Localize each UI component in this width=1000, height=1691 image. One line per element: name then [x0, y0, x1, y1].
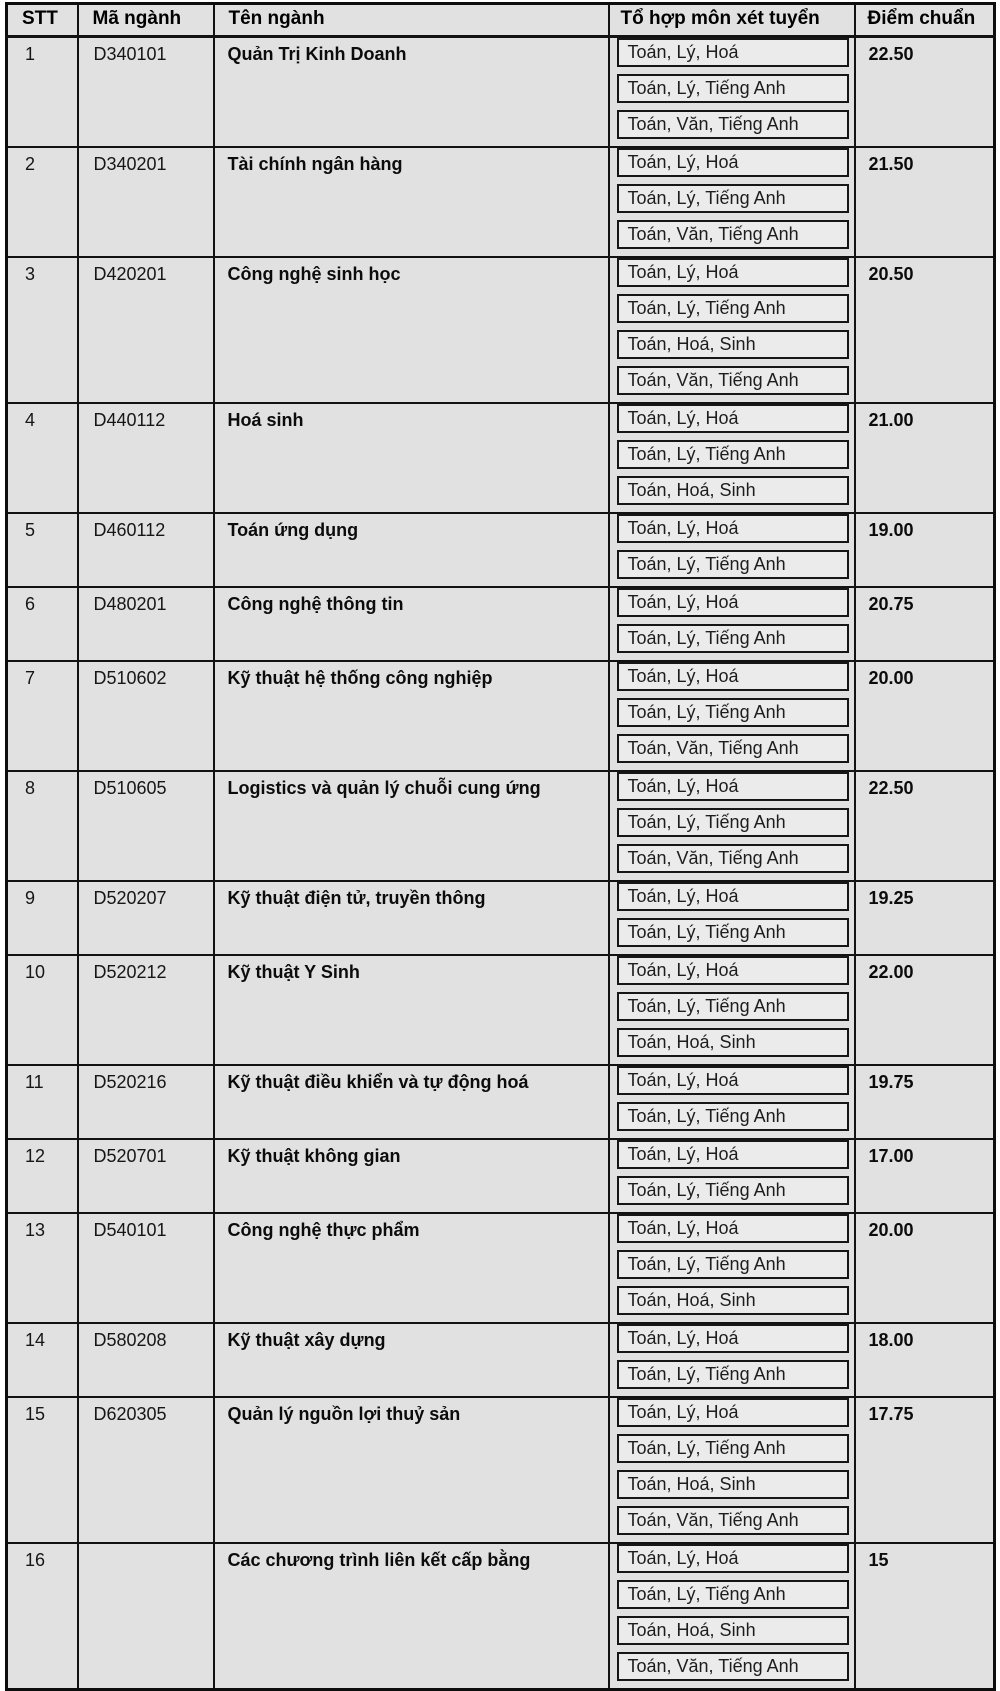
subject-combo-box: Toán, Lý, Tiếng Anh	[617, 294, 849, 323]
subject-combo-box: Toán, Lý, Hoá	[617, 258, 849, 287]
major-code-cell: D520207	[78, 881, 214, 955]
subject-combos-cell	[609, 1323, 855, 1397]
table-row	[7, 881, 995, 955]
subject-combo-box: Toán, Văn, Tiếng Anh	[617, 366, 849, 395]
table-row	[7, 1139, 995, 1213]
table-row	[7, 257, 995, 403]
stt-cell: 10	[7, 955, 78, 1065]
table-row	[7, 955, 995, 1065]
table-row	[7, 1213, 995, 1323]
column-header-stt: STT	[7, 4, 78, 37]
score-cell: 22.50	[855, 37, 995, 148]
major-code-cell: D520701	[78, 1139, 214, 1213]
stt-cell: 14	[7, 1323, 78, 1397]
subject-combos-cell	[609, 771, 855, 881]
major-name-cell: Kỹ thuật hệ thống công nghiệp	[214, 661, 609, 771]
stt-cell: 12	[7, 1139, 78, 1213]
subject-combo-box: Toán, Lý, Tiếng Anh	[617, 918, 849, 947]
table-row	[7, 661, 995, 771]
subject-combos-cell	[609, 513, 855, 587]
subject-combos-cell	[609, 37, 855, 148]
stt-cell: 16	[7, 1543, 78, 1690]
score-cell: 18.00	[855, 1323, 995, 1397]
table-row	[7, 587, 995, 661]
subject-combos-cell	[609, 881, 855, 955]
subject-combo-box: Toán, Lý, Hoá	[617, 882, 849, 911]
subject-combo-box: Toán, Lý, Hoá	[617, 956, 849, 985]
score-cell: 19.25	[855, 881, 995, 955]
subject-combos-cell	[609, 1397, 855, 1543]
score-cell: 22.00	[855, 955, 995, 1065]
major-name-cell: Toán ứng dụng	[214, 513, 609, 587]
table-row	[7, 771, 995, 881]
table-row	[7, 403, 995, 513]
subject-combo-box: Toán, Hoá, Sinh	[617, 1616, 849, 1645]
stt-cell: 1	[7, 37, 78, 148]
score-cell: 19.75	[855, 1065, 995, 1139]
subject-combos-cell	[609, 147, 855, 257]
column-header-major-name: Tên ngành	[214, 4, 609, 37]
major-code-cell: D510605	[78, 771, 214, 881]
subject-combo-box: Toán, Văn, Tiếng Anh	[617, 734, 849, 763]
subject-combo-box: Toán, Hoá, Sinh	[617, 476, 849, 505]
score-cell: 20.00	[855, 1213, 995, 1323]
score-cell: 20.75	[855, 587, 995, 661]
subject-combos-cell	[609, 1065, 855, 1139]
admission-scores-table	[5, 2, 996, 1691]
major-code-cell: D580208	[78, 1323, 214, 1397]
header-row	[7, 4, 995, 37]
subject-combo-box: Toán, Văn, Tiếng Anh	[617, 844, 849, 873]
score-cell: 19.00	[855, 513, 995, 587]
subject-combo-box: Toán, Lý, Tiếng Anh	[617, 1102, 849, 1131]
major-name-cell: Công nghệ thông tin	[214, 587, 609, 661]
major-name-cell: Công nghệ thực phẩm	[214, 1213, 609, 1323]
subject-combos-cell	[609, 661, 855, 771]
major-code-cell	[78, 1543, 214, 1690]
major-code-cell: D420201	[78, 257, 214, 403]
major-name-cell: Công nghệ sinh học	[214, 257, 609, 403]
major-name-cell: Kỹ thuật không gian	[214, 1139, 609, 1213]
score-cell: 21.50	[855, 147, 995, 257]
subject-combo-box: Toán, Văn, Tiếng Anh	[617, 110, 849, 139]
subject-combo-box: Toán, Lý, Hoá	[617, 1214, 849, 1243]
subject-combos-cell	[609, 257, 855, 403]
subject-combo-box: Toán, Lý, Hoá	[617, 38, 849, 67]
subject-combos-cell	[609, 1139, 855, 1213]
subject-combo-box: Toán, Lý, Hoá	[617, 588, 849, 617]
score-cell: 20.00	[855, 661, 995, 771]
stt-cell: 2	[7, 147, 78, 257]
subject-combo-box: Toán, Hoá, Sinh	[617, 1286, 849, 1315]
score-cell: 22.50	[855, 771, 995, 881]
major-code-cell: D520216	[78, 1065, 214, 1139]
stt-cell: 8	[7, 771, 78, 881]
stt-cell: 5	[7, 513, 78, 587]
subject-combo-box: Toán, Lý, Hoá	[617, 772, 849, 801]
subject-combo-box: Toán, Văn, Tiếng Anh	[617, 220, 849, 249]
column-header-subject-combos: Tổ hợp môn xét tuyển	[609, 4, 855, 37]
column-header-major-code: Mã ngành	[78, 4, 214, 37]
subject-combo-box: Toán, Lý, Hoá	[617, 514, 849, 543]
major-name-cell: Các chương trình liên kết cấp bằng	[214, 1543, 609, 1690]
table-row	[7, 513, 995, 587]
stt-cell: 15	[7, 1397, 78, 1543]
subject-combo-box: Toán, Văn, Tiếng Anh	[617, 1506, 849, 1535]
major-name-cell: Quản lý nguồn lợi thuỷ sản	[214, 1397, 609, 1543]
stt-cell: 13	[7, 1213, 78, 1323]
major-code-cell: D440112	[78, 403, 214, 513]
subject-combo-box: Toán, Lý, Tiếng Anh	[617, 1360, 849, 1389]
subject-combo-box: Toán, Lý, Hoá	[617, 1140, 849, 1169]
major-code-cell: D460112	[78, 513, 214, 587]
subject-combo-box: Toán, Lý, Hoá	[617, 148, 849, 177]
table-row	[7, 37, 995, 148]
table-row	[7, 1065, 995, 1139]
column-header-benchmark-score: Điểm chuẩn	[855, 4, 995, 37]
stt-cell: 4	[7, 403, 78, 513]
score-cell: 17.75	[855, 1397, 995, 1543]
subject-combos-cell	[609, 587, 855, 661]
major-name-cell: Quản Trị Kinh Doanh	[214, 37, 609, 148]
major-name-cell: Kỹ thuật xây dựng	[214, 1323, 609, 1397]
subject-combo-box: Toán, Hoá, Sinh	[617, 1470, 849, 1499]
subject-combos-cell	[609, 403, 855, 513]
major-name-cell: Logistics và quản lý chuỗi cung ứng	[214, 771, 609, 881]
subject-combo-box: Toán, Lý, Tiếng Anh	[617, 440, 849, 469]
subject-combo-box: Toán, Lý, Tiếng Anh	[617, 698, 849, 727]
subject-combos-cell	[609, 1213, 855, 1323]
stt-cell: 9	[7, 881, 78, 955]
major-code-cell: D520212	[78, 955, 214, 1065]
major-code-cell: D480201	[78, 587, 214, 661]
stt-cell: 3	[7, 257, 78, 403]
subject-combo-box: Toán, Lý, Tiếng Anh	[617, 550, 849, 579]
subject-combo-box: Toán, Lý, Hoá	[617, 1324, 849, 1353]
score-cell: 21.00	[855, 403, 995, 513]
score-cell: 17.00	[855, 1139, 995, 1213]
table-row	[7, 1323, 995, 1397]
stt-cell: 7	[7, 661, 78, 771]
major-code-cell: D540101	[78, 1213, 214, 1323]
subject-combo-box: Toán, Hoá, Sinh	[617, 1028, 849, 1057]
table-row	[7, 1543, 995, 1690]
table-row	[7, 147, 995, 257]
major-code-cell: D510602	[78, 661, 214, 771]
major-name-cell: Hoá sinh	[214, 403, 609, 513]
score-cell: 20.50	[855, 257, 995, 403]
subject-combo-box: Toán, Lý, Tiếng Anh	[617, 74, 849, 103]
stt-cell: 11	[7, 1065, 78, 1139]
major-code-cell: D340201	[78, 147, 214, 257]
major-name-cell: Kỹ thuật Y Sinh	[214, 955, 609, 1065]
stt-cell: 6	[7, 587, 78, 661]
subject-combos-cell	[609, 1543, 855, 1690]
subject-combo-box: Toán, Lý, Hoá	[617, 1066, 849, 1095]
subject-combo-box: Toán, Lý, Tiếng Anh	[617, 624, 849, 653]
subject-combo-box: Toán, Lý, Tiếng Anh	[617, 808, 849, 837]
table-row	[7, 1397, 995, 1543]
subject-combo-box: Toán, Lý, Tiếng Anh	[617, 1176, 849, 1205]
subject-combo-box: Toán, Lý, Hoá	[617, 1398, 849, 1427]
major-code-cell: D340101	[78, 37, 214, 148]
subject-combos-cell	[609, 955, 855, 1065]
subject-combo-box: Toán, Lý, Tiếng Anh	[617, 184, 849, 213]
major-code-cell: D620305	[78, 1397, 214, 1543]
subject-combo-box: Toán, Lý, Hoá	[617, 404, 849, 433]
subject-combo-box: Toán, Lý, Tiếng Anh	[617, 1580, 849, 1609]
subject-combo-box: Toán, Hoá, Sinh	[617, 330, 849, 359]
subject-combo-box: Toán, Lý, Tiếng Anh	[617, 1250, 849, 1279]
subject-combo-box: Toán, Lý, Hoá	[617, 662, 849, 691]
major-name-cell: Tài chính ngân hàng	[214, 147, 609, 257]
major-name-cell: Kỹ thuật điện tử, truyền thông	[214, 881, 609, 955]
subject-combo-box: Toán, Lý, Hoá	[617, 1544, 849, 1573]
major-name-cell: Kỹ thuật điều khiển và tự động hoá	[214, 1065, 609, 1139]
subject-combo-box: Toán, Văn, Tiếng Anh	[617, 1652, 849, 1681]
subject-combo-box: Toán, Lý, Tiếng Anh	[617, 1434, 849, 1463]
score-cell: 15	[855, 1543, 995, 1690]
subject-combo-box: Toán, Lý, Tiếng Anh	[617, 992, 849, 1021]
